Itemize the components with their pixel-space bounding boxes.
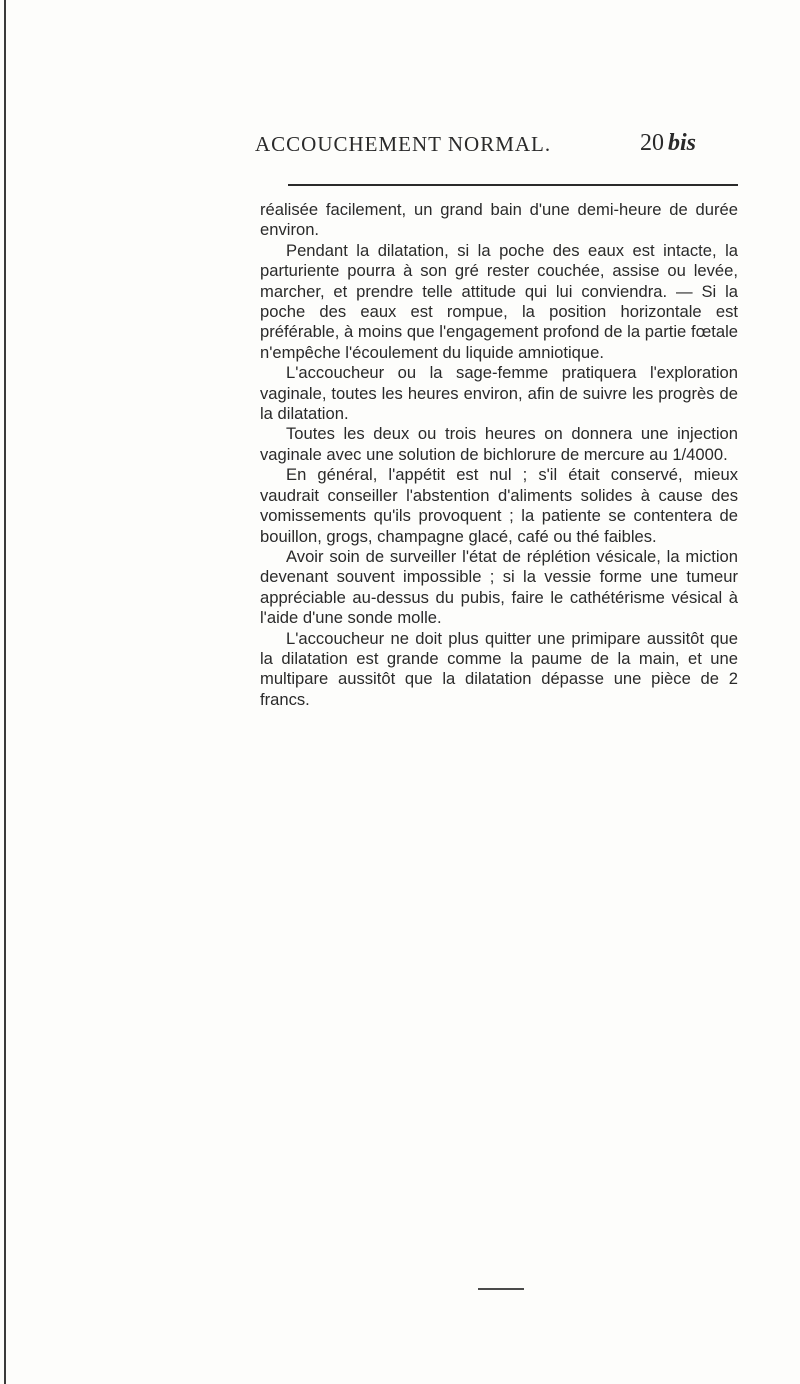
running-head: ACCOUCHEMENT NORMAL. <box>255 132 552 156</box>
header-rule <box>288 184 738 186</box>
paragraph-accoucheur-presence: L'accoucheur ne doit plus quitter une primipare aussitôt que la dilatation est grande comme la paume de la main, et une multipare aussitôt que la dilatation dépasse une pièce de 2 francs. <box>260 628 738 709</box>
page-spine-edge <box>4 0 6 1384</box>
paragraph-diet: En général, l'appétit est nul ; s'il était conservé, mieux vaudrait conseiller l'abstention d'aliments solides à cause des vomissements qu'ils provoquent ; la patiente se contentera de bouillon, grogs, champagne glacé, café ou thé faibles. <box>260 465 738 546</box>
page-number-suffix: bis <box>668 130 697 156</box>
paragraph-continuation: réalisée facilement, un grand bain d'une demi-heure de durée environ. <box>260 200 738 240</box>
paragraph-vaginal-injection: Toutes les deux ou trois heures on donnera une injection vaginale avec une solution de bichlorure de mercure au 1/4000. <box>260 424 738 464</box>
page-number <box>640 130 696 157</box>
body-text <box>260 200 738 710</box>
paragraph-bladder: Avoir soin de surveiller l'état de réplétion vésicale, la miction devenant souvent impossible ; si la vessie forme une tumeur appréciable au-dessus du pubis, faire le cathétérisme vésical à l'aide d'une sonde molle. <box>260 546 738 628</box>
bottom-rule-mark <box>478 1288 524 1290</box>
paragraph-dilatation-position: Pendant la dilatation, si la poche des eaux est intacte, la parturiente pourra à son gré rester couchée, assise ou levée, marcher, et prendre telle attitude qui lui conviendra. — Si la poche des eaux est rompue, la position horizontale est préférable, à moins que l'engagement profond de la partie fœtale n'empêche l'écoulement du liquide amniotique. <box>260 240 738 362</box>
page-header <box>255 132 735 162</box>
paragraph-vaginal-exploration: L'accoucheur ou la sage-femme pratiquera l'exploration vaginale, toutes les heures environ, afin de suivre les progrès de la dilatation. <box>260 363 738 424</box>
page-number-digits: 20 <box>640 130 664 156</box>
